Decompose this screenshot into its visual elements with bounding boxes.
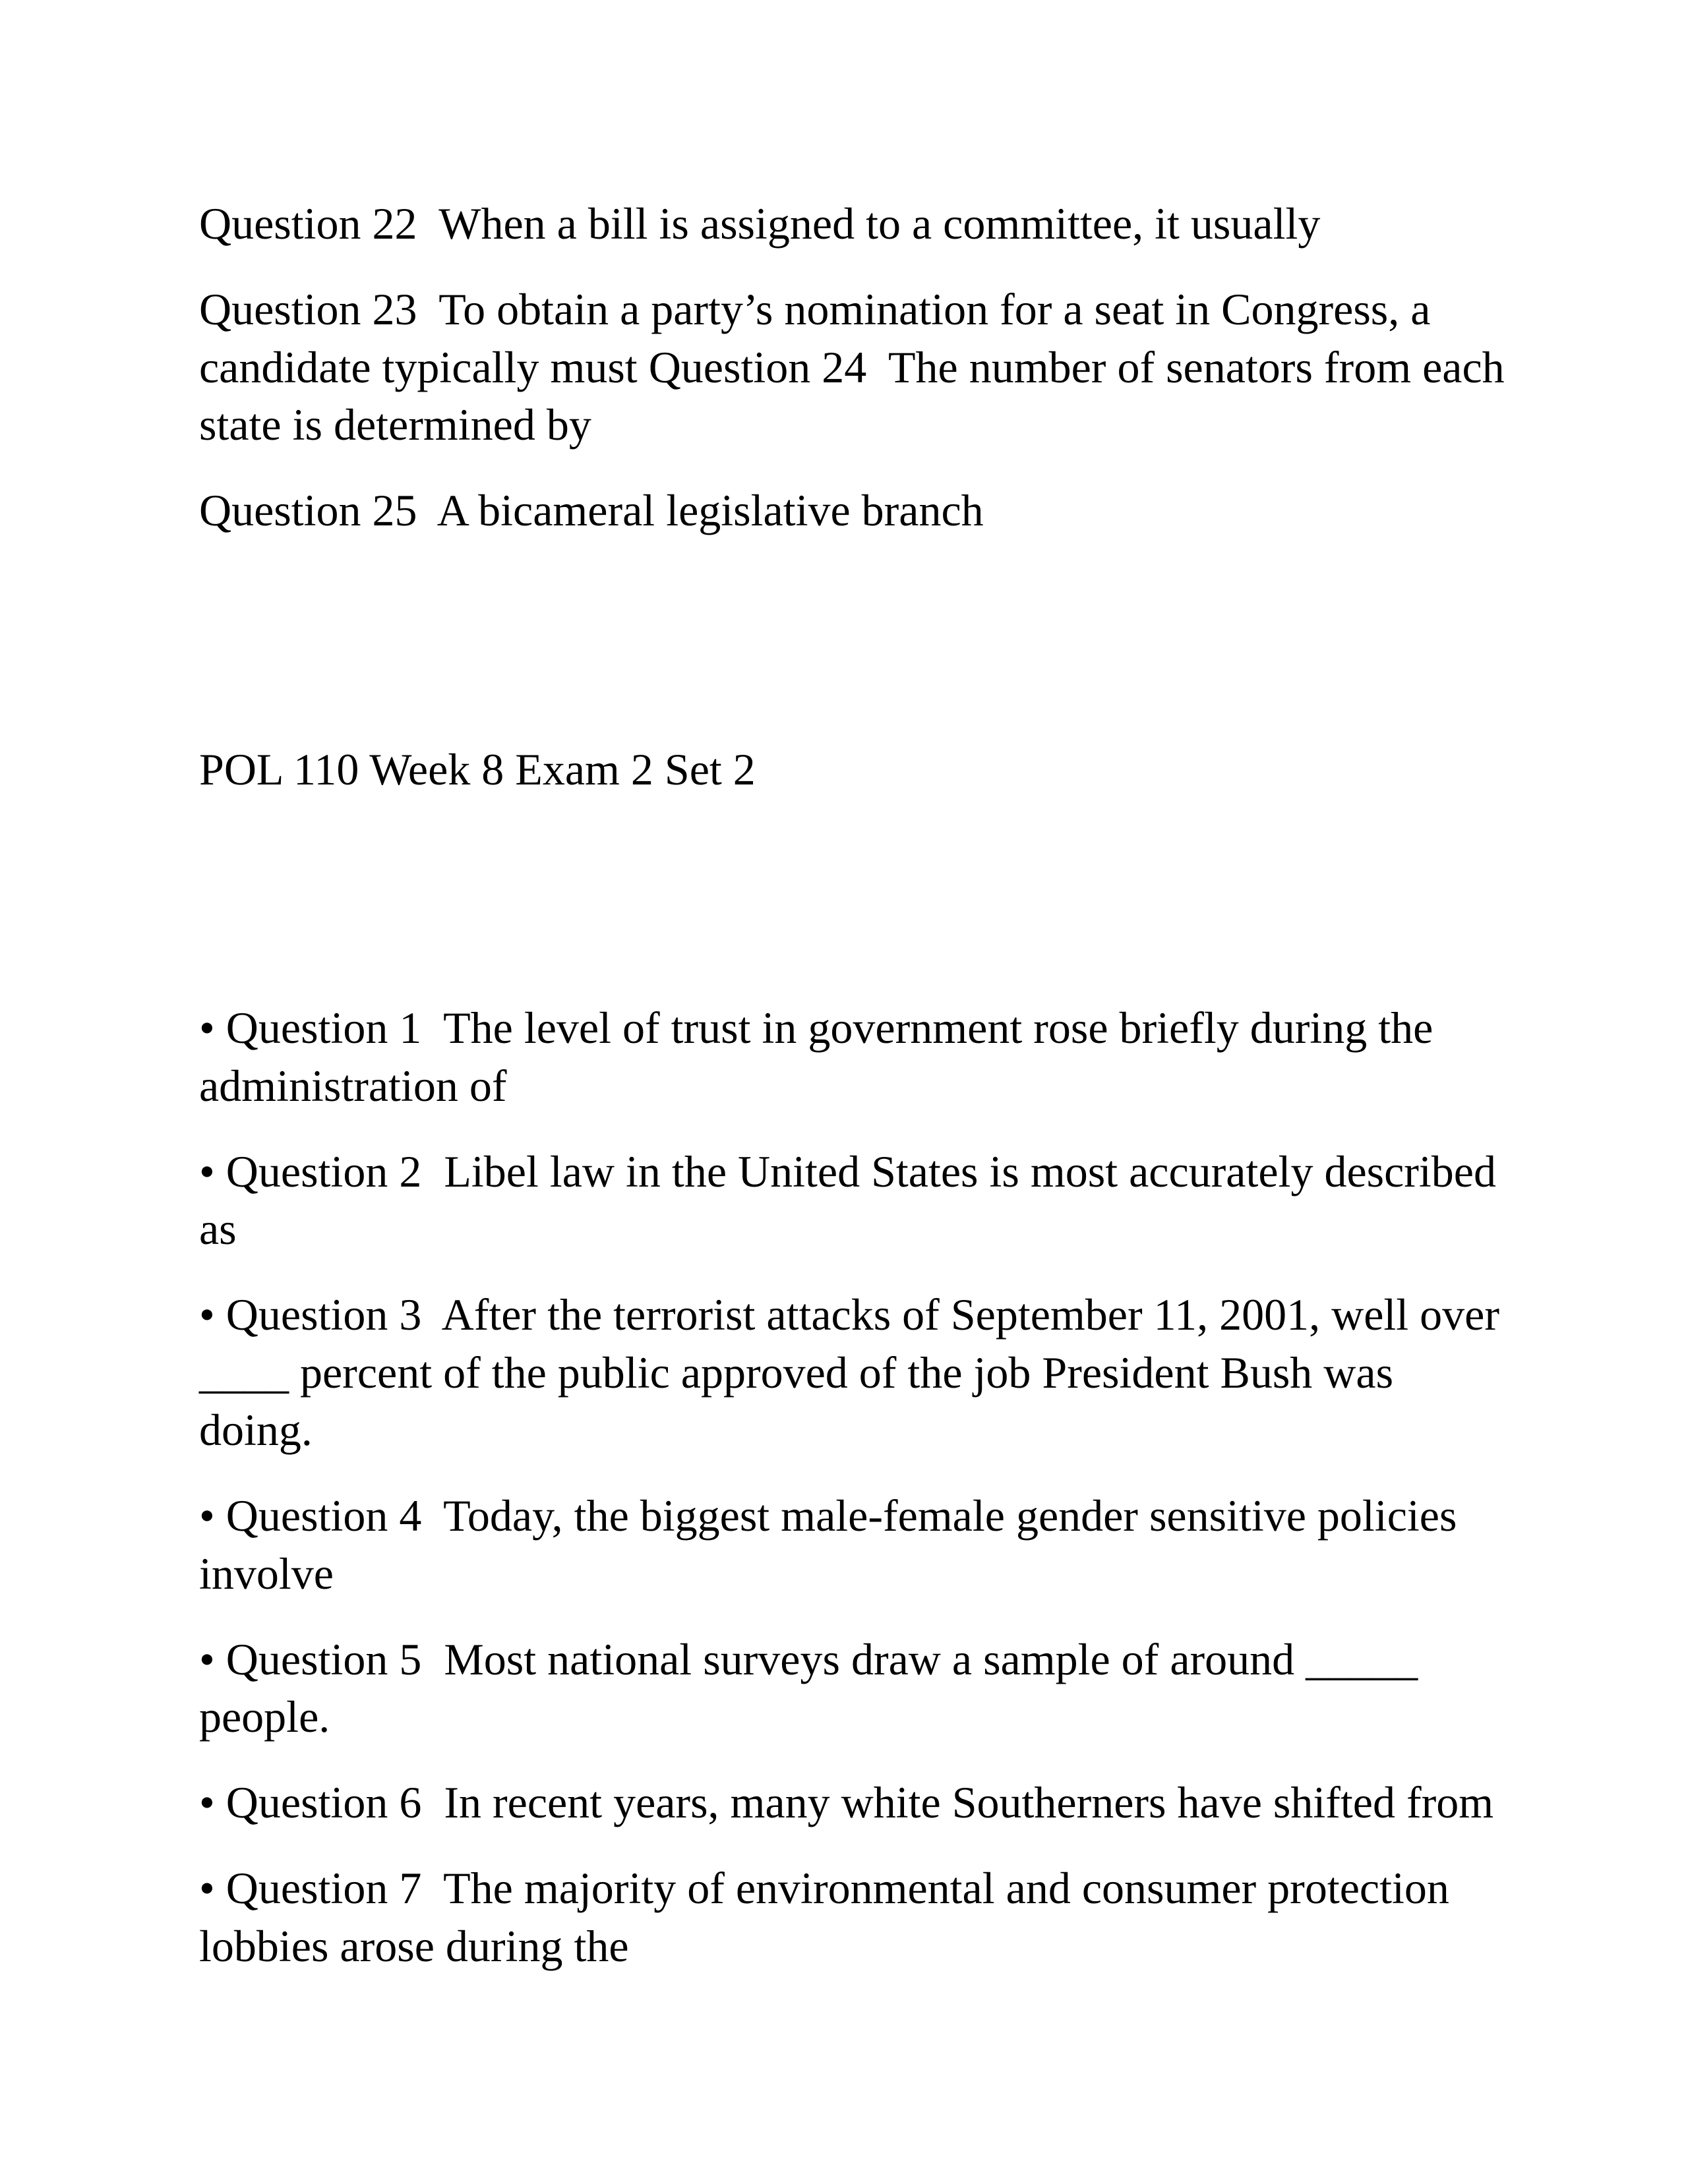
text-line: Question 23 To obtain a party’s nomination for a seat in Congress, a — [199, 284, 1431, 334]
text-line: • Question 4 Today, the biggest male-female gender sensitive policies — [199, 1490, 1457, 1541]
text-line: doing. — [199, 1405, 313, 1455]
text-line: • Question 3 After the terrorist attacks of September 11, 2001, well over — [199, 1289, 1499, 1340]
text-line: • Question 7 The majority of environmental and consumer protection — [199, 1863, 1449, 1913]
text-line: as — [199, 1204, 237, 1254]
text-line: state is determined by — [199, 399, 591, 450]
text-line: • Question 2 Libel law in the United States is most accurately described — [199, 1146, 1496, 1196]
text-line: • Question 6 In recent years, many white Southerners have shifted from — [199, 1777, 1494, 1827]
text-line: ____ percent of the public approved of the job President Bush was — [199, 1347, 1394, 1398]
text-line: Question 25 A bicameral legislative branch — [199, 485, 984, 535]
text-line: • Question 5 Most national surveys draw a sample of around _____ — [199, 1634, 1418, 1684]
text-line: administration of — [199, 1061, 507, 1111]
text-line: Question 22 When a bill is assigned to a committee, it usually — [199, 198, 1321, 249]
text-line: candidate typically must Question 24 The number of senators from each — [199, 342, 1505, 392]
text-line: • Question 1 The level of trust in government rose briefly during the — [199, 1003, 1433, 1053]
text-line: involve — [199, 1549, 334, 1599]
section-heading: POL 110 Week 8 Exam 2 Set 2 — [199, 744, 756, 794]
text-line: lobbies arose during the — [199, 1921, 629, 1971]
text-line: people. — [199, 1692, 330, 1742]
